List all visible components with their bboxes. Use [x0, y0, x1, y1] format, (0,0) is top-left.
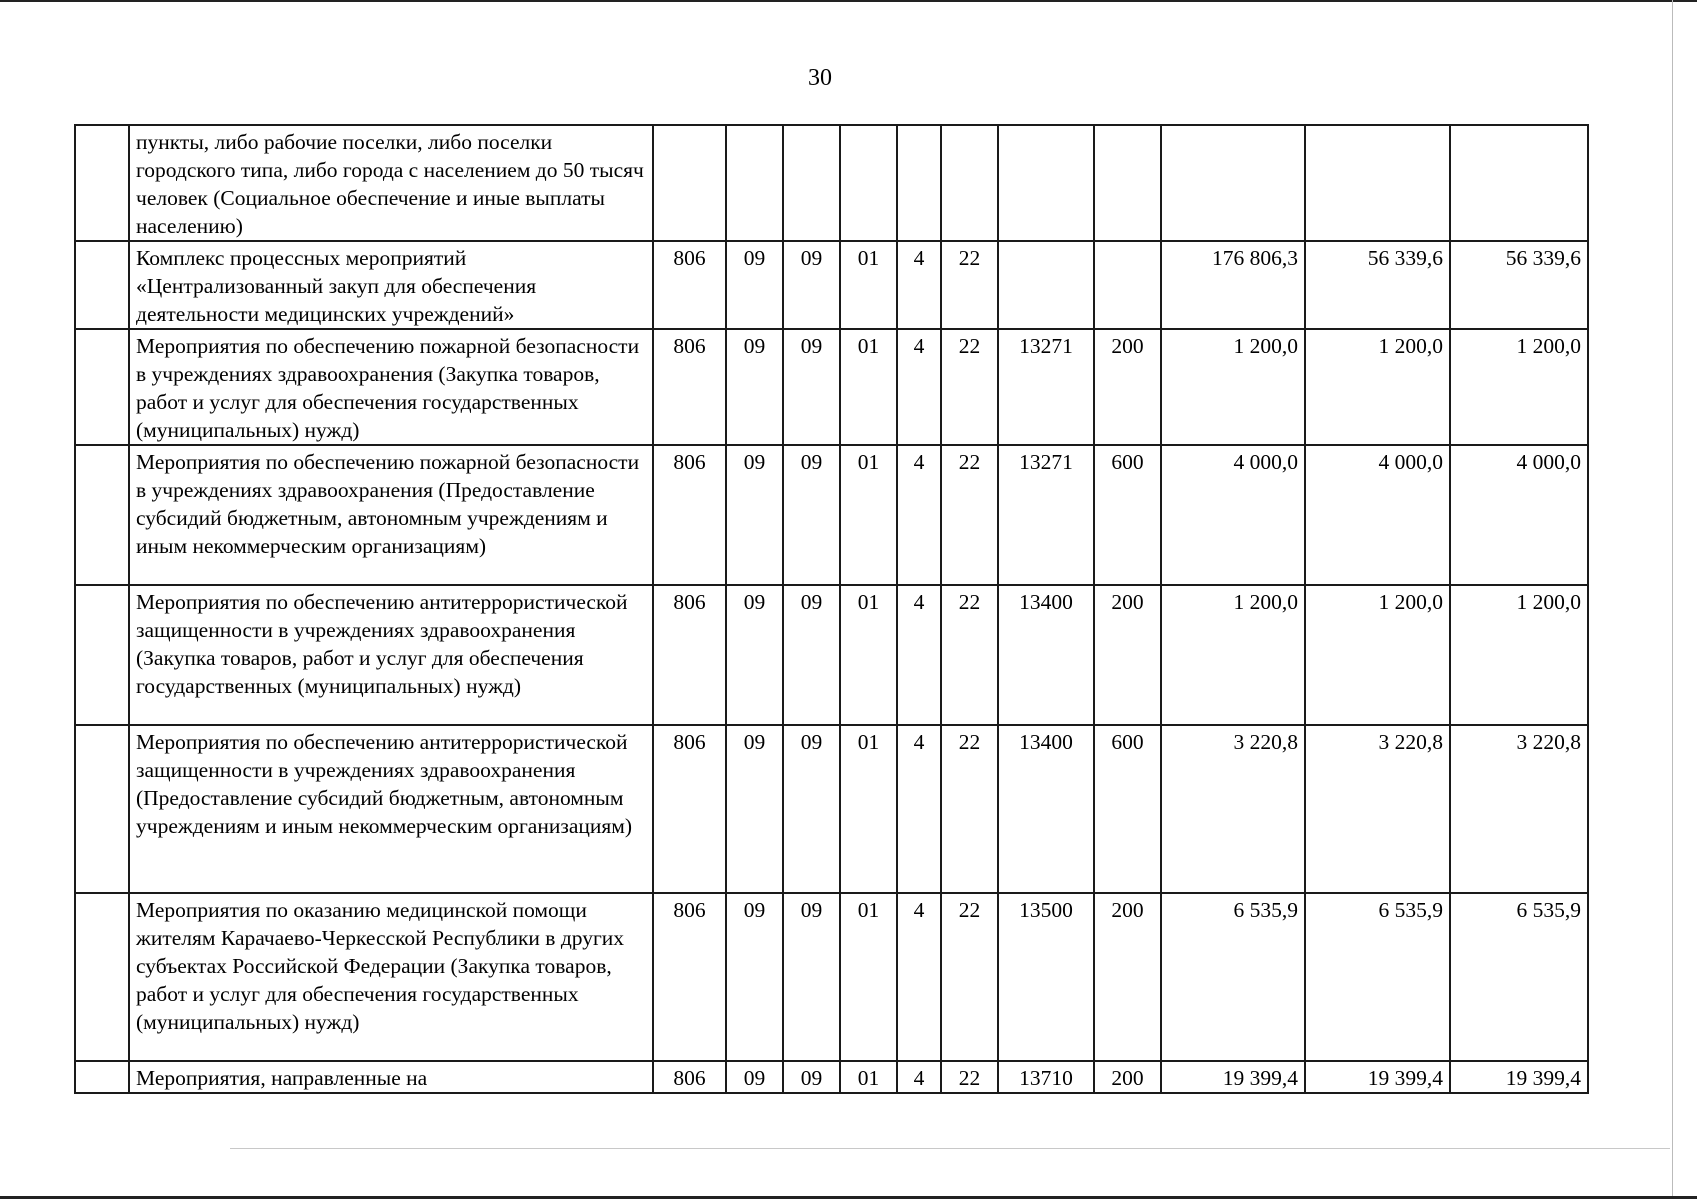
- type-code-cell: 4: [897, 241, 941, 329]
- amount-year1-cell: [1161, 125, 1305, 241]
- amount-year1-cell: 4 000,0: [1161, 445, 1305, 585]
- item-name-cell: Мероприятия по обеспечению пожарной безопасности в учреждениях здравоохранения (Закупка товаров, работ и услуг для обеспечения государственных (муниципальных) нужд): [129, 329, 653, 445]
- page-edge-bottom: [0, 1196, 1697, 1199]
- amount-year2-cell: [1305, 125, 1450, 241]
- type-code-cell: 4: [897, 893, 941, 1061]
- item-name-cell: Мероприятия по обеспечению пожарной безопасности в учреждениях здравоохранения (Предоставление субсидий бюджетным, автономным учреждениям и иным некоммерческим организациям): [129, 445, 653, 585]
- amount-year2-cell: 56 339,6: [1305, 241, 1450, 329]
- item-name-cell: Мероприятия по оказанию медицинской помощи жителям Карачаево-Черкесской Республики в других субъектах Российской Федерации (Закупка товаров, работ и услуг для обеспечения государственных (муниципальных) нужд): [129, 893, 653, 1061]
- row-number-cell: [75, 445, 129, 585]
- expense-type-cell: 200: [1094, 893, 1161, 1061]
- expense-type-cell: [1094, 241, 1161, 329]
- section-code-cell: 09: [726, 893, 783, 1061]
- target-code-cell: 13400: [998, 585, 1094, 725]
- type-code-cell: 4: [897, 445, 941, 585]
- target-code-cell: 13271: [998, 329, 1094, 445]
- row-number-cell: [75, 125, 129, 241]
- subsection-code-cell: 09: [783, 329, 840, 445]
- subprogram-code-cell: 22: [941, 585, 998, 725]
- admin-code-cell: 806: [653, 329, 726, 445]
- expense-type-cell: [1094, 125, 1161, 241]
- section-code-cell: 09: [726, 585, 783, 725]
- amount-year3-cell: 3 220,8: [1450, 725, 1588, 893]
- amount-year1-cell: 3 220,8: [1161, 725, 1305, 893]
- table-row: [75, 585, 1588, 725]
- type-code-cell: [897, 125, 941, 241]
- type-code-cell: 4: [897, 585, 941, 725]
- table-row: [75, 329, 1588, 445]
- item-name-cell: Комплекс процессных мероприятий «Централизованный закуп для обеспечения деятельности медицинских учреждений»: [129, 241, 653, 329]
- program-code-cell: 01: [840, 445, 897, 585]
- section-code-cell: 09: [726, 329, 783, 445]
- program-code-cell: 01: [840, 893, 897, 1061]
- amount-year1-cell: 1 200,0: [1161, 585, 1305, 725]
- page-edge-right: [1672, 0, 1673, 1196]
- page-number: 30: [808, 65, 832, 91]
- admin-code-cell: 806: [653, 725, 726, 893]
- type-code-cell: 4: [897, 725, 941, 893]
- admin-code-cell: 806: [653, 1061, 726, 1093]
- table-row: [75, 725, 1588, 893]
- section-code-cell: 09: [726, 725, 783, 893]
- section-code-cell: [726, 125, 783, 241]
- amount-year3-cell: 6 535,9: [1450, 893, 1588, 1061]
- target-code-cell: 13271: [998, 445, 1094, 585]
- amount-year1-cell: 6 535,9: [1161, 893, 1305, 1061]
- table-row: [75, 241, 1588, 329]
- table-row: [75, 125, 1588, 241]
- subsection-code-cell: 09: [783, 725, 840, 893]
- amount-year1-cell: 176 806,3: [1161, 241, 1305, 329]
- subprogram-code-cell: 22: [941, 329, 998, 445]
- subsection-code-cell: 09: [783, 585, 840, 725]
- item-name-cell: Мероприятия по обеспечению антитеррористической защищенности в учреждениях здравоохранения (Закупка товаров, работ и услуг для обеспечения государственных (муниципальных) нужд): [129, 585, 653, 725]
- program-code-cell: 01: [840, 725, 897, 893]
- program-code-cell: 01: [840, 241, 897, 329]
- target-code-cell: 13710: [998, 1061, 1094, 1093]
- amount-year3-cell: 19 399,4: [1450, 1061, 1588, 1093]
- amount-year1-cell: 1 200,0: [1161, 329, 1305, 445]
- admin-code-cell: 806: [653, 893, 726, 1061]
- expense-type-cell: 200: [1094, 585, 1161, 725]
- amount-year2-cell: 1 200,0: [1305, 585, 1450, 725]
- subsection-code-cell: 09: [783, 893, 840, 1061]
- subsection-code-cell: 09: [783, 445, 840, 585]
- section-code-cell: 09: [726, 445, 783, 585]
- item-name-cell: Мероприятия, направленные на: [129, 1061, 653, 1093]
- type-code-cell: 4: [897, 1061, 941, 1093]
- amount-year3-cell: 4 000,0: [1450, 445, 1588, 585]
- subprogram-code-cell: 22: [941, 445, 998, 585]
- amount-year3-cell: 1 200,0: [1450, 329, 1588, 445]
- row-number-cell: [75, 725, 129, 893]
- program-code-cell: [840, 125, 897, 241]
- admin-code-cell: 806: [653, 585, 726, 725]
- type-code-cell: 4: [897, 329, 941, 445]
- page-edge-top: [0, 0, 1697, 2]
- budget-table: [74, 124, 1589, 1094]
- scan-artifact-line: [230, 1148, 1670, 1149]
- subprogram-code-cell: [941, 125, 998, 241]
- table-row: [75, 1061, 1588, 1093]
- item-name-cell: Мероприятия по обеспечению антитеррористической защищенности в учреждениях здравоохранения (Предоставление субсидий бюджетным, автономным учреждениям и иным некоммерческим организациям): [129, 725, 653, 893]
- expense-type-cell: 600: [1094, 445, 1161, 585]
- expense-type-cell: 200: [1094, 1061, 1161, 1093]
- subsection-code-cell: [783, 125, 840, 241]
- amount-year2-cell: 19 399,4: [1305, 1061, 1450, 1093]
- table-row: [75, 445, 1588, 585]
- amount-year2-cell: 1 200,0: [1305, 329, 1450, 445]
- subsection-code-cell: 09: [783, 1061, 840, 1093]
- table-body: [75, 125, 1588, 1093]
- program-code-cell: 01: [840, 585, 897, 725]
- expense-type-cell: 200: [1094, 329, 1161, 445]
- amount-year2-cell: 4 000,0: [1305, 445, 1450, 585]
- subprogram-code-cell: 22: [941, 1061, 998, 1093]
- row-number-cell: [75, 329, 129, 445]
- amount-year3-cell: 56 339,6: [1450, 241, 1588, 329]
- section-code-cell: 09: [726, 1061, 783, 1093]
- subprogram-code-cell: 22: [941, 893, 998, 1061]
- row-number-cell: [75, 1061, 129, 1093]
- target-code-cell: 13400: [998, 725, 1094, 893]
- admin-code-cell: 806: [653, 241, 726, 329]
- expense-type-cell: 600: [1094, 725, 1161, 893]
- subprogram-code-cell: 22: [941, 725, 998, 893]
- admin-code-cell: [653, 125, 726, 241]
- program-code-cell: 01: [840, 329, 897, 445]
- subsection-code-cell: 09: [783, 241, 840, 329]
- subprogram-code-cell: 22: [941, 241, 998, 329]
- amount-year3-cell: 1 200,0: [1450, 585, 1588, 725]
- amount-year3-cell: [1450, 125, 1588, 241]
- table-row: [75, 893, 1588, 1061]
- target-code-cell: [998, 241, 1094, 329]
- row-number-cell: [75, 241, 129, 329]
- section-code-cell: 09: [726, 241, 783, 329]
- amount-year2-cell: 6 535,9: [1305, 893, 1450, 1061]
- admin-code-cell: 806: [653, 445, 726, 585]
- amount-year1-cell: 19 399,4: [1161, 1061, 1305, 1093]
- row-number-cell: [75, 893, 129, 1061]
- row-number-cell: [75, 585, 129, 725]
- target-code-cell: 13500: [998, 893, 1094, 1061]
- amount-year2-cell: 3 220,8: [1305, 725, 1450, 893]
- item-name-cell: пункты, либо рабочие поселки, либо поселки городского типа, либо города с населением до 50 тысяч человек (Социальное обеспечение и иные выплаты населению): [129, 125, 653, 241]
- program-code-cell: 01: [840, 1061, 897, 1093]
- target-code-cell: [998, 125, 1094, 241]
